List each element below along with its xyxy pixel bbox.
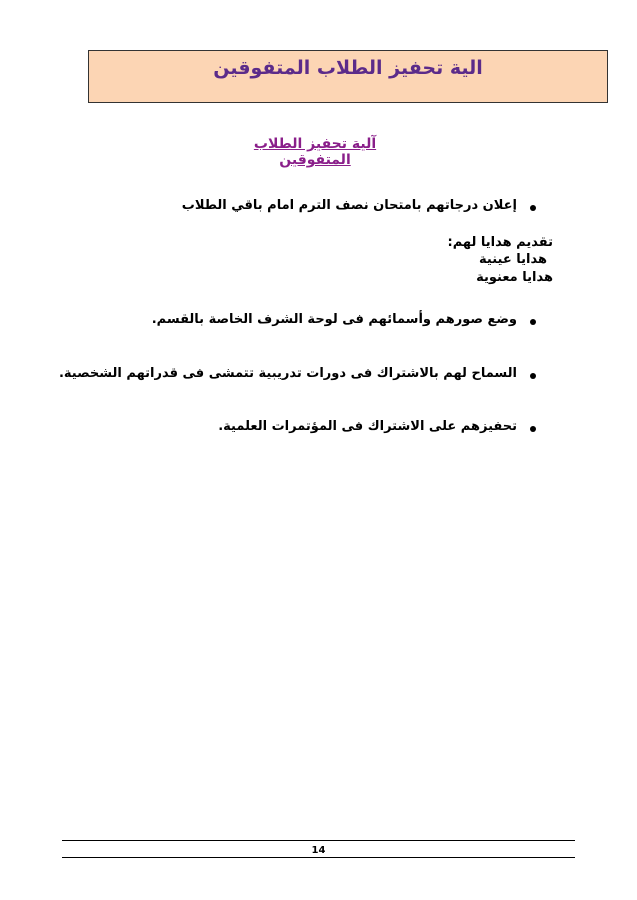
bullet-icon: [530, 373, 536, 379]
gift-option: هدايا معنوية: [476, 270, 553, 285]
bullet-icon: [530, 319, 536, 325]
header-box: [88, 50, 608, 103]
list-item: وضع صورهم وأسمائهم فى لوحة الشرف الخاصة بالقسم.: [151, 312, 517, 327]
gift-option: هدايا عينية: [479, 252, 547, 267]
gifts-heading: تقديم هدايا لهم:: [447, 235, 553, 250]
list-item: تحفيزهم على الاشتراك فى المؤتمرات العلمية.: [218, 419, 517, 434]
bullet-icon: [530, 426, 536, 432]
section-subtitle: آلية تحفيز الطلاب المتفوقين: [253, 136, 377, 168]
list-item: السماح لهم بالاشتراك فى دورات تدريبية تتمشى فى قدراتهم الشخصية.: [58, 366, 517, 381]
header-title: الية تحفيز الطلاب المتفوقين: [213, 57, 483, 79]
footer-rule-top: [62, 840, 575, 841]
bullet-icon: [530, 205, 536, 211]
page-number: 14: [311, 845, 326, 856]
footer-rule-bottom: [62, 857, 575, 858]
list-item: إعلان درجاتهم بامتحان نصف الترم امام باقي الطلاب: [181, 198, 517, 213]
